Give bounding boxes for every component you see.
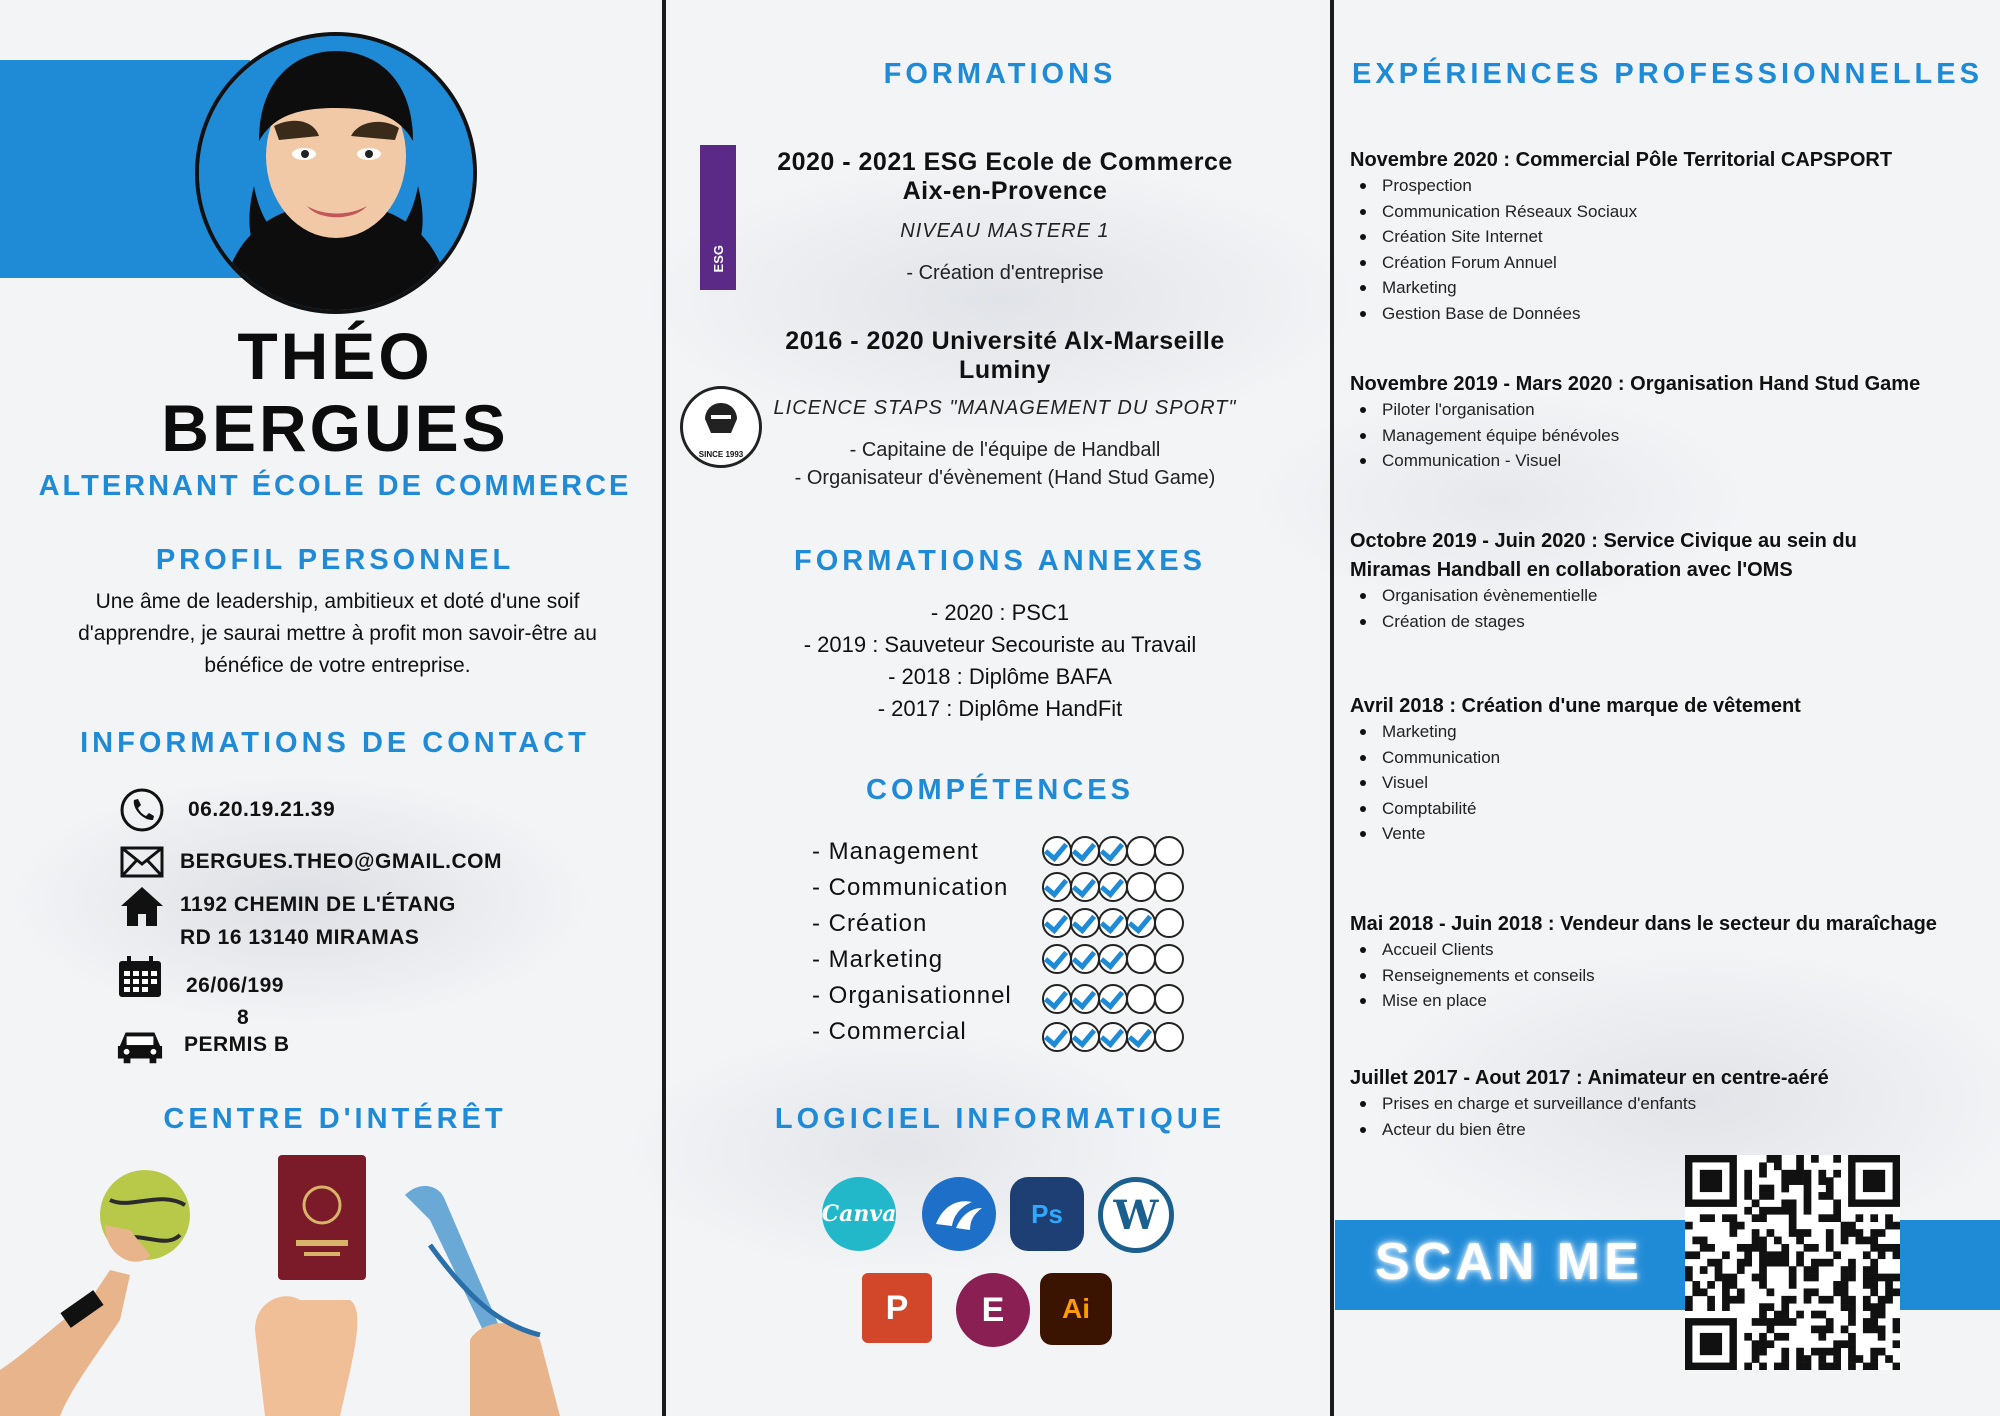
skill-rating bbox=[1042, 944, 1182, 974]
experience-title: Mai 2018 - Juin 2018 : Vendeur dans le secteur du maraîchage bbox=[1350, 913, 1937, 935]
check-filled-icon bbox=[1070, 944, 1100, 974]
annex-item: - 2017 : Diplôme HandFit bbox=[877, 696, 1123, 721]
experience-item: Communication Réseaux Sociaux bbox=[1382, 199, 1637, 225]
profile-text: Une âme de leadership, ambitieux et doté d'une soif d'apprendre, je saurai mettre à profit mon savoir-être au bénéfice de votre entreprise. bbox=[78, 590, 597, 677]
canva-icon: Canva bbox=[822, 1177, 896, 1251]
experience-item: Vente bbox=[1382, 821, 1500, 847]
experience-item: Mise en place bbox=[1382, 988, 1595, 1014]
skill-label: - Organisationnel bbox=[812, 982, 1012, 1009]
formation-2-detail-1: - Capitaine de l'équipe de Handball bbox=[849, 439, 1161, 461]
check-empty-icon bbox=[1154, 984, 1184, 1014]
check-empty-icon bbox=[1154, 1022, 1184, 1052]
experience-title: Novembre 2019 - Mars 2020 : Organisation Hand Stud Game bbox=[1350, 373, 1921, 395]
annexes-heading: FORMATIONS ANNEXES bbox=[794, 545, 1206, 577]
profile-avatar bbox=[195, 32, 477, 314]
email-address: BERGUES.THEO@GMAIL.COM bbox=[180, 850, 502, 873]
esg-logo bbox=[700, 145, 736, 290]
formation-2-title-line-2: Luminy bbox=[959, 356, 1051, 384]
experience-item: Gestion Base de Données bbox=[1382, 301, 1637, 327]
calendar-icon bbox=[116, 953, 164, 1001]
formation-2-title-line-1: 2016 - 2020 Université AIx-Marseille bbox=[785, 327, 1225, 355]
check-empty-icon bbox=[1126, 984, 1156, 1014]
check-empty-icon bbox=[1126, 944, 1156, 974]
skill-label: - Commercial bbox=[812, 1018, 967, 1045]
esg-logo-text: ESG bbox=[710, 244, 726, 272]
experience-list bbox=[1382, 397, 1619, 474]
check-filled-icon bbox=[1126, 1022, 1156, 1052]
experience-item: Marketing bbox=[1382, 275, 1637, 301]
photoshop-icon: Ps bbox=[1010, 1177, 1084, 1251]
skills-heading: COMPÉTENCES bbox=[866, 774, 1134, 806]
experience-title: Juillet 2017 - Aout 2017 : Animateur en centre-aéré bbox=[1350, 1067, 1829, 1089]
experience-list bbox=[1382, 1091, 1696, 1142]
skill-label: - Marketing bbox=[812, 946, 944, 973]
experience-item: Management équipe bénévoles bbox=[1382, 423, 1619, 449]
formation-2-level: LICENCE STAPS "MANAGEMENT DU SPORT" bbox=[773, 397, 1237, 419]
first-name: THÉO bbox=[237, 319, 433, 393]
annex-item: - 2020 : PSC1 bbox=[930, 600, 1070, 625]
experience-item: Accueil Clients bbox=[1382, 937, 1595, 963]
formation-1-detail: - Création d'entreprise bbox=[906, 262, 1104, 284]
skill-rating bbox=[1042, 872, 1182, 902]
check-empty-icon bbox=[1154, 836, 1184, 866]
check-filled-icon bbox=[1042, 908, 1072, 938]
experience-item: Création Site Internet bbox=[1382, 224, 1637, 250]
illustrator-icon: Ai bbox=[1040, 1273, 1112, 1345]
car-icon bbox=[116, 1022, 164, 1070]
experience-title: Novembre 2020 : Commercial Pôle Territorial CAPSPORT bbox=[1350, 149, 1893, 171]
check-empty-icon bbox=[1154, 908, 1184, 938]
experience-item: Création Forum Annuel bbox=[1382, 250, 1637, 276]
experience-item: Comptabilité bbox=[1382, 796, 1500, 822]
openoffice-icon bbox=[922, 1177, 996, 1251]
skill-label: - Communication bbox=[812, 874, 1009, 901]
job-subtitle: ALTERNANT ÉCOLE DE COMMERCE bbox=[38, 470, 632, 502]
experience-list bbox=[1382, 937, 1595, 1014]
skill-rating bbox=[1042, 984, 1182, 1014]
email-icon bbox=[118, 838, 166, 886]
experience-title-line-2: Miramas Handball en collaboration avec l'OMS bbox=[1350, 559, 1793, 581]
profile-heading: PROFIL PERSONNEL bbox=[155, 544, 515, 576]
check-filled-icon bbox=[1098, 944, 1128, 974]
check-filled-icon bbox=[1042, 1022, 1072, 1052]
experience-list bbox=[1382, 173, 1637, 326]
check-filled-icon bbox=[1070, 1022, 1100, 1052]
skill-rating bbox=[1042, 908, 1182, 938]
check-empty-icon bbox=[1154, 872, 1184, 902]
check-empty-icon bbox=[1126, 872, 1156, 902]
birth-date-line-2: 8 bbox=[237, 1006, 250, 1029]
experience-list bbox=[1382, 719, 1500, 847]
experience-list bbox=[1382, 583, 1597, 634]
formation-1-level: NIVEAU MASTERE 1 bbox=[900, 220, 1110, 242]
experience-item: Visuel bbox=[1382, 770, 1500, 796]
home-icon bbox=[118, 882, 166, 930]
experience-item: Marketing bbox=[1382, 719, 1500, 745]
check-filled-icon bbox=[1042, 984, 1072, 1014]
interests-illustration bbox=[0, 1150, 660, 1416]
birth-date-line-1: 26/06/199 bbox=[186, 974, 284, 997]
experience-item: Prises en charge et surveillance d'enfants bbox=[1382, 1091, 1696, 1117]
last-name: BERGUES bbox=[161, 391, 509, 465]
check-filled-icon bbox=[1070, 908, 1100, 938]
check-empty-icon bbox=[1154, 944, 1184, 974]
check-filled-icon bbox=[1098, 908, 1128, 938]
formations-heading: FORMATIONS bbox=[883, 58, 1117, 90]
experience-item: Acteur du bien être bbox=[1382, 1117, 1696, 1143]
address-line-2: RD 16 13140 MIRAMAS bbox=[180, 926, 420, 949]
experience-item: Communication - Visuel bbox=[1382, 448, 1619, 474]
scan-me-label: SCAN ME bbox=[1375, 1233, 1643, 1291]
check-filled-icon bbox=[1098, 872, 1128, 902]
experiences-heading: EXPÉRIENCES PROFESSIONNELLES bbox=[1352, 58, 1983, 90]
annex-item: - 2019 : Sauveteur Secouriste au Travail bbox=[803, 632, 1197, 657]
check-empty-icon bbox=[1126, 836, 1156, 866]
powerpoint-icon: P bbox=[862, 1273, 932, 1343]
elementor-icon: E bbox=[956, 1273, 1030, 1347]
address-line-1: 1192 CHEMIN DE L'ÉTANG bbox=[180, 893, 456, 916]
experience-item: Prospection bbox=[1382, 173, 1637, 199]
check-filled-icon bbox=[1042, 944, 1072, 974]
wordpress-icon: W bbox=[1098, 1177, 1174, 1253]
experience-item: Piloter l'organisation bbox=[1382, 397, 1619, 423]
formation-2-detail-2: - Organisateur d'évènement (Hand Stud Game) bbox=[794, 467, 1216, 489]
check-filled-icon bbox=[1098, 984, 1128, 1014]
experience-item: Organisation évènementielle bbox=[1382, 583, 1597, 609]
check-filled-icon bbox=[1126, 908, 1156, 938]
skill-rating bbox=[1042, 1022, 1182, 1052]
interests-heading: CENTRE D'INTÉRÊT bbox=[163, 1103, 507, 1135]
check-filled-icon bbox=[1042, 872, 1072, 902]
check-filled-icon bbox=[1070, 872, 1100, 902]
software-heading: LOGICIEL INFORMATIQUE bbox=[774, 1103, 1226, 1135]
contact-heading: INFORMATIONS DE CONTACT bbox=[80, 727, 590, 759]
experience-title-line-1: Octobre 2019 - Juin 2020 : Service Civique au sein du bbox=[1350, 530, 1857, 552]
skill-label: - Management bbox=[812, 838, 979, 865]
phone-icon bbox=[118, 786, 166, 834]
formation-1-title-line-1: 2020 - 2021 ESG Ecole de Commerce bbox=[777, 148, 1233, 176]
skill-rating bbox=[1042, 836, 1182, 866]
experience-item: Création de stages bbox=[1382, 609, 1597, 635]
check-filled-icon bbox=[1098, 1022, 1128, 1052]
formation-1-title-line-2: Aix-en-Provence bbox=[902, 177, 1108, 205]
annex-item: - 2018 : Diplôme BAFA bbox=[888, 664, 1112, 689]
experience-title: Avril 2018 : Création d'une marque de vêtement bbox=[1350, 695, 1801, 717]
check-filled-icon bbox=[1098, 836, 1128, 866]
university-logo-text: SINCE 1993 bbox=[698, 450, 744, 459]
driving-license: PERMIS B bbox=[184, 1033, 290, 1056]
column-divider-left bbox=[662, 0, 666, 1416]
skill-label: - Création bbox=[812, 910, 928, 937]
qr-code[interactable] bbox=[1685, 1155, 1900, 1370]
experience-item: Communication bbox=[1382, 745, 1500, 771]
check-filled-icon bbox=[1070, 984, 1100, 1014]
column-divider-right bbox=[1330, 0, 1334, 1416]
phone-number: 06.20.19.21.39 bbox=[188, 798, 336, 821]
experience-item: Renseignements et conseils bbox=[1382, 963, 1595, 989]
check-filled-icon bbox=[1042, 836, 1072, 866]
check-filled-icon bbox=[1070, 836, 1100, 866]
